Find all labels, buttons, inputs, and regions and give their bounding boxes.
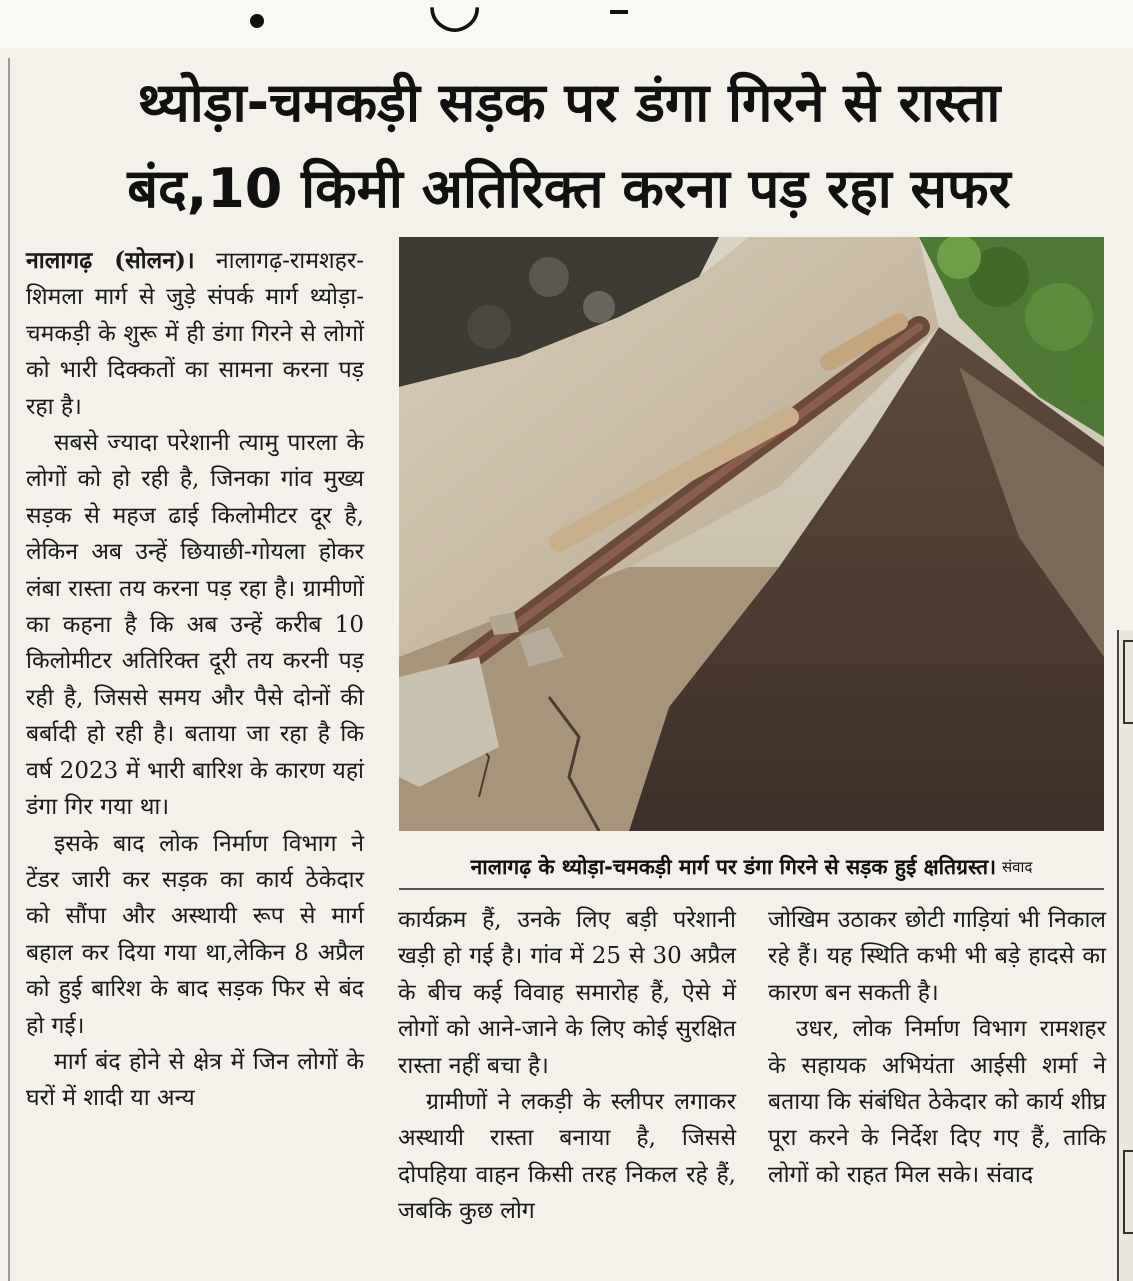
article-paragraph: जोखिम उठाकर छोटी गाड़ियां भी निकाल रहे हैं। यह स्थिति कभी भी बड़े हादसे का कारण बन सकती है। — [768, 907, 1106, 1006]
cut-text-fragment — [250, 14, 264, 28]
paragraph-text: नालागढ़-रामशहर-शिमला मार्ग से जुड़े संपर्क मार्ग थ्योड़ा-चमकड़ी के शुरू में ही डंगा गिरने से लोगों को भारी दिक्कतों का सामना करना पड़ रहा है। — [26, 248, 364, 420]
article-paragraph — [26, 243, 364, 425]
article-paragraph: उधर, लोक निर्माण विभाग रामशहर के सहायक अभियंता आईसी शर्मा ने बताया कि संबंधित ठेकेदार को कार्य शीघ्र पूरा करने के निर्देश दिए गए हैं, ताकि लोगों को राहत मिल सके। संवाद — [768, 1016, 1106, 1188]
headline-line-1: थ्योड़ा-चमकड़ी सड़क पर डंगा गिरने से रास्ता — [137, 71, 1001, 134]
adjacent-box-fragment — [1123, 1150, 1133, 1234]
article-paragraph: इसके बाद लोक निर्माण विभाग ने टेंडर जारी कर सड़क का कार्य ठेकेदार को सौंपा और अस्थायी रूप से मार्ग बहाल कर दिया गया था,लेकिन 8 अप्रैल को हुई बारिश के बाद सड़क फिर से बंद हो गई। — [26, 830, 364, 1039]
article-headline — [24, 60, 1114, 232]
caption-text: नालागढ़ के थ्योड़ा-चमकड़ी मार्ग पर डंगा गिरने से सड़क हुई क्षतिग्रस्त। — [470, 855, 997, 879]
previous-article-strip — [0, 0, 1133, 48]
cut-text-fragment — [610, 10, 628, 14]
article-column-1 — [26, 243, 364, 1117]
article-column-3 — [768, 902, 1106, 1193]
article-paragraph: सबसे ज्यादा परेशानी त्यामु पारला के लोगों को हो रही है, जिनका गांव मुख्य सड़क से महज ढाई किलोमीटर दूर है, लेकिन अब उन्हें छियाछी-गोयला होकर लंबा रास्ता तय करना पड़ रहा है। ग्रामीणों का कहना है कि अब उन्हें करीब 10 किलोमीटर अतिरिक्त दूरी तय करनी पड़ रही है, जिससे समय और पैसे दोनों की बर्बादी हो रही है। बताया जा रहा है कि वर्ष 2023 में भारी बारिश के कारण यहां डंगा गिर गया था। — [26, 430, 364, 821]
column-rule — [8, 58, 10, 1281]
photo-credit: संवाद — [1002, 858, 1033, 876]
article-paragraph: कार्यक्रम हैं, उनके लिए बड़ी परेशानी खड़ी हो गई है। गांव में 25 से 30 अप्रैल के बीच कई विवाह समारोह हैं, ऐसे में लोगों को आने-जाने के लिए कोई सुरक्षित रास्ता नहीं बचा है। — [398, 907, 736, 1079]
article-paragraph: मार्ग बंद होने से क्षेत्र में जिन लोगों के घरों में शादी या अन्य — [26, 1048, 364, 1112]
dateline: नालागढ़ (सोलन)। — [26, 247, 195, 274]
adjacent-box-fragment — [1123, 640, 1133, 724]
cut-headline-glyph: ◡ — [430, 0, 480, 40]
article-column-2 — [398, 902, 736, 1230]
article-paragraph: ग्रामीणों ने लकड़ी के स्लीपर लगाकर अस्थायी रास्ता बनाया है, जिससे दोपहिया वाहन किसी तरह निकल रहे हैं, जबकि कुछ लोग — [398, 1089, 736, 1225]
headline-line-2: बंद,10 किमी अतिरिक्त करना पड़ रहा सफर — [127, 157, 1011, 220]
adjacent-article-edge — [1117, 630, 1133, 1281]
news-photo-damaged-road — [399, 237, 1104, 831]
photo-caption — [399, 846, 1104, 890]
